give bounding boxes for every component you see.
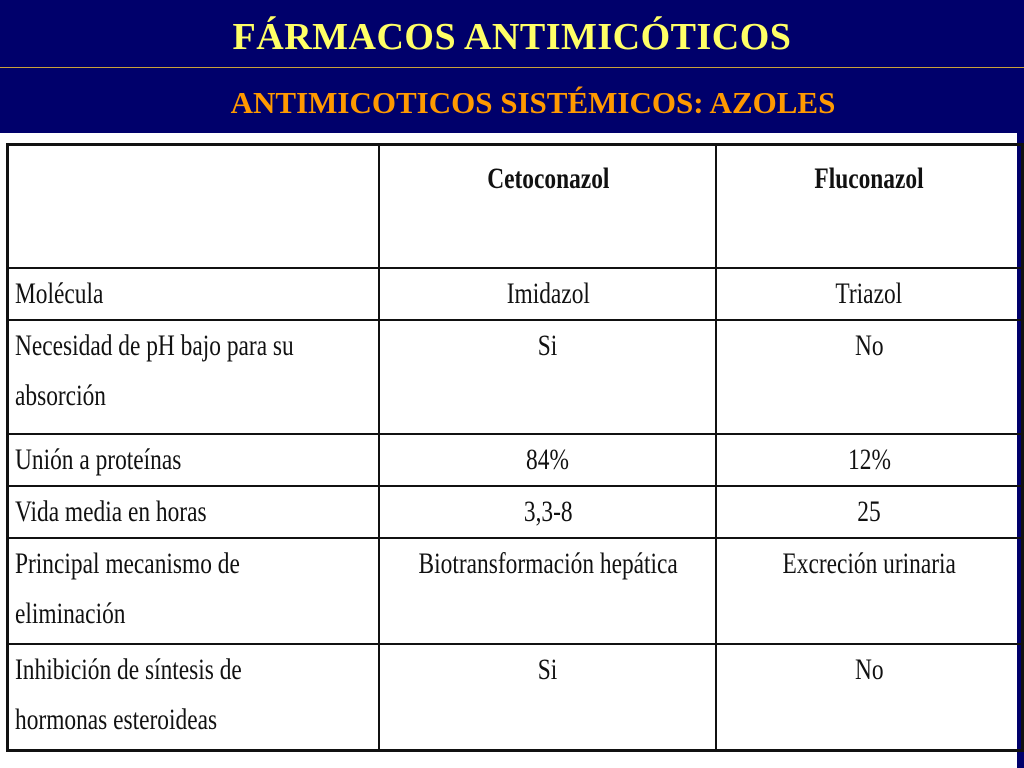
ketoconazole-value: 84%: [379, 434, 716, 486]
comparison-table: [6, 143, 1024, 752]
row-label: Principal mecanismo de eliminación: [8, 538, 380, 644]
header-cell-ketoconazole: Cetoconazol: [379, 145, 716, 269]
table-row: [8, 434, 1023, 486]
table-row: [8, 486, 1023, 538]
ketoconazole-value: Si: [379, 644, 716, 751]
table-row: [8, 538, 1023, 644]
fluconazole-value: Triazol: [716, 268, 1022, 320]
ketoconazole-value: Biotransformación hepática: [379, 538, 716, 644]
row-label: Inhibición de síntesis de hormonas esteroideas: [8, 644, 380, 751]
header-cell-fluconazole: Fluconazol: [716, 145, 1022, 269]
fluconazole-value: No: [716, 644, 1022, 751]
row-label: Necesidad de pH bajo para su absorción: [8, 320, 380, 434]
row-label: Vida media en horas: [8, 486, 380, 538]
table-row: [8, 268, 1023, 320]
fluconazole-value: Excreción urinaria: [716, 538, 1022, 644]
fluconazole-value: 12%: [716, 434, 1022, 486]
header-cell-empty: [8, 145, 380, 269]
comparison-table-wrapper: [6, 143, 1024, 752]
header-divider: [0, 67, 1024, 68]
table-header-row: [8, 145, 1023, 269]
header-band: [0, 0, 1024, 133]
slide-title: FÁRMACOS ANTIMICÓTICOS: [232, 16, 792, 58]
ketoconazole-value: 3,3-8: [379, 486, 716, 538]
row-label: Molécula: [8, 268, 380, 320]
ketoconazole-value: Si: [379, 320, 716, 434]
fluconazole-value: No: [716, 320, 1022, 434]
fluconazole-value: 25: [716, 486, 1022, 538]
table-row: [8, 320, 1023, 434]
slide-subtitle: ANTIMICOTICOS SISTÉMICOS: AZOLES: [230, 85, 836, 120]
ketoconazole-value: Imidazol: [379, 268, 716, 320]
row-label: Unión a proteínas: [8, 434, 380, 486]
table-row: [8, 644, 1023, 751]
